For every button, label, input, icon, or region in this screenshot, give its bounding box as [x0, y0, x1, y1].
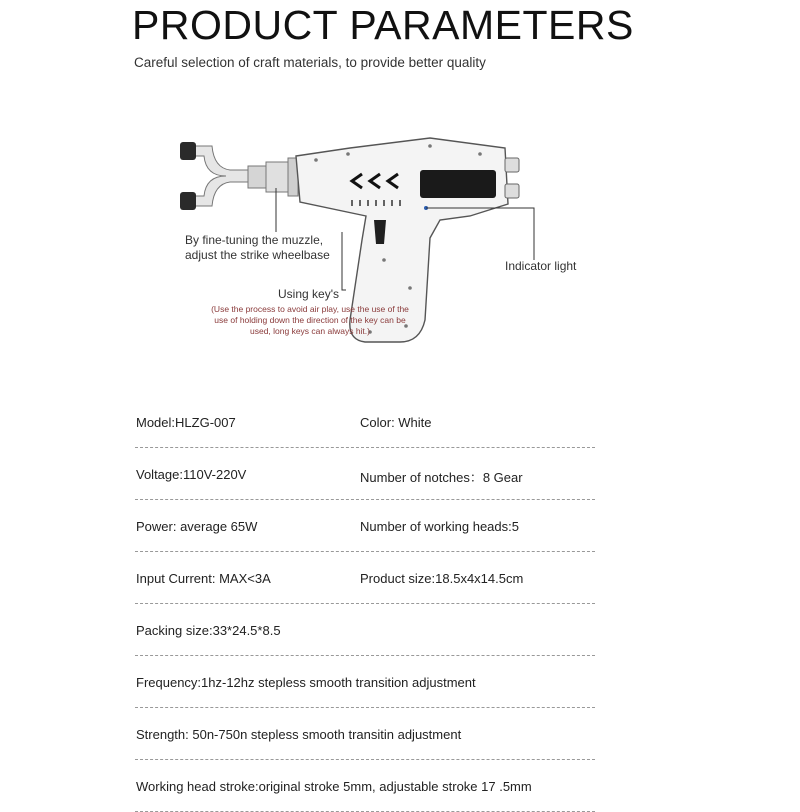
param-model: Model:HLZG-007 [136, 415, 236, 430]
display-panel [420, 170, 496, 198]
callout-indicator-light: Indicator light [505, 259, 577, 273]
param-row [135, 448, 595, 500]
y-head [180, 142, 250, 210]
param-working-head-stroke: Working head stroke:original stroke 5mm, adjustable stroke 17 .5mm [136, 779, 532, 794]
param-power: Power: average 65W [136, 519, 258, 534]
param-input-current: Input Current: MAX<3A [136, 571, 271, 586]
param-row [135, 656, 595, 708]
page-subtitle: Careful selection of craft materials, to provide better quality [134, 55, 486, 70]
callout-using-keys: Using key's [278, 287, 339, 301]
param-row [135, 604, 595, 656]
callout-muzzle [185, 233, 330, 263]
callout-muzzle-line1: By fine-tuning the muzzle, [185, 233, 324, 247]
param-packing-size: Packing size:33*24.5*8.5 [136, 623, 281, 638]
callout-muzzle-line2: adjust the strike wheelbase [185, 248, 330, 262]
page-title: PRODUCT PARAMETERS [132, 2, 634, 48]
callout-keys-note: (Use the process to avoid air play, use the use of the use of holding down the direction of the key can be used, long keys can always hit.) [211, 304, 409, 336]
param-strength: Strength: 50n-750n stepless smooth transitin adjustment [136, 727, 462, 742]
parameters-table [135, 396, 595, 812]
param-frequency: Frequency:1hz-12hz stepless smooth transition adjustment [136, 675, 476, 690]
param-row [135, 396, 595, 448]
param-color: Color: White [360, 415, 432, 430]
param-product-size: Product size:18.5x4x14.5cm [360, 571, 524, 586]
param-notches: Number of notches：8 Gear [360, 470, 523, 485]
shaft [248, 158, 298, 196]
param-row [135, 708, 595, 760]
param-working-heads: Number of working heads:5 [360, 519, 519, 534]
param-row [135, 760, 595, 812]
param-row [135, 500, 595, 552]
param-voltage: Voltage:110V-220V [136, 467, 247, 482]
param-row [135, 552, 595, 604]
